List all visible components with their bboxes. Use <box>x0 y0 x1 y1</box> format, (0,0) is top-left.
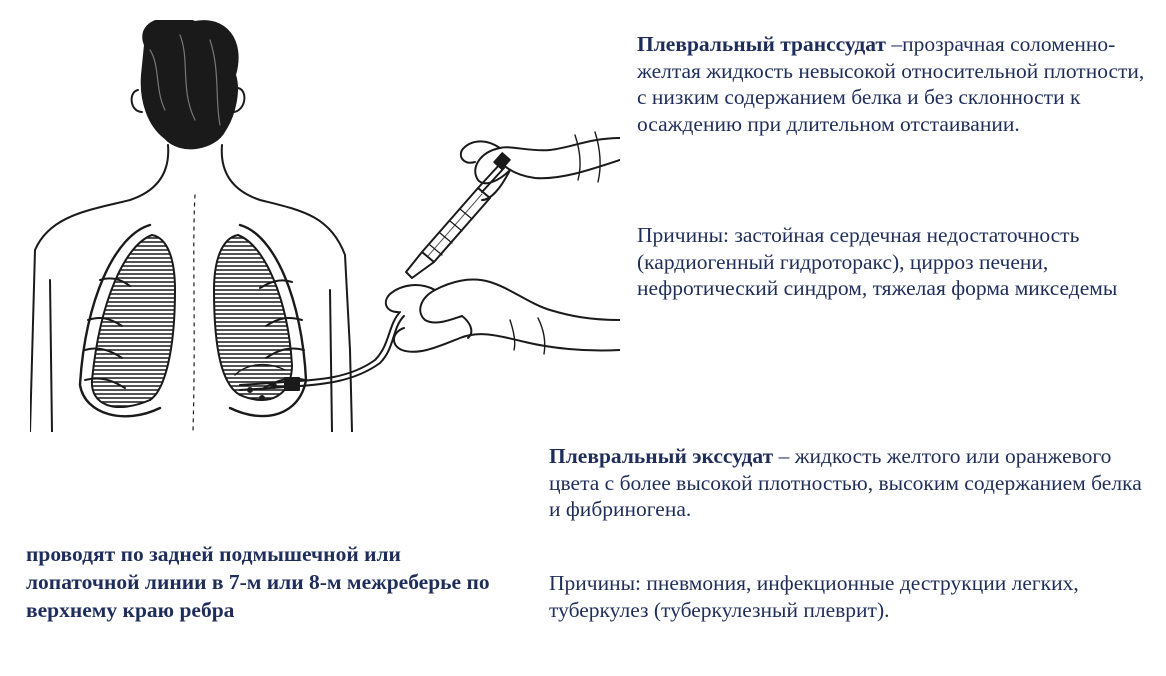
exudate-text: – жидкость желтого или оранжевого цвета с более высокой плотностью, высоким содержанием белка и фибриногена. <box>549 444 1142 521</box>
procedure-note: проводят по задней подмышечной или лопаточной линии в 7-м или 8-м межреберье по верхнему краю ребра <box>26 542 490 622</box>
transudate-text: –прозрачная соломенно-желтая жидкость невысокой относительной плотности, с низким содержанием белка и без склонности к осаждению при длительном отстаивании. <box>637 32 1145 136</box>
transudate-definition <box>637 31 1157 137</box>
exudate-title: Плевральный экссудат <box>549 444 774 468</box>
syringe <box>406 153 510 278</box>
thoracentesis-illustration <box>30 20 620 432</box>
patient-head <box>132 20 245 148</box>
transudate-title: Плевральный транссудат <box>637 32 886 56</box>
left-lung <box>80 225 175 416</box>
lower-hand <box>386 280 620 354</box>
transudate-causes: Причины: застойная сердечная недостаточность (кардиогенный гидроторакс), цирроз печени, нефротический синдром, тяжелая форма микседемы <box>637 223 1118 300</box>
exudate-definition <box>549 443 1149 523</box>
exudate-causes: Причины: пневмония, инфекционные деструкции легких, туберкулез (туберкулезный плеврит). <box>549 571 1079 622</box>
